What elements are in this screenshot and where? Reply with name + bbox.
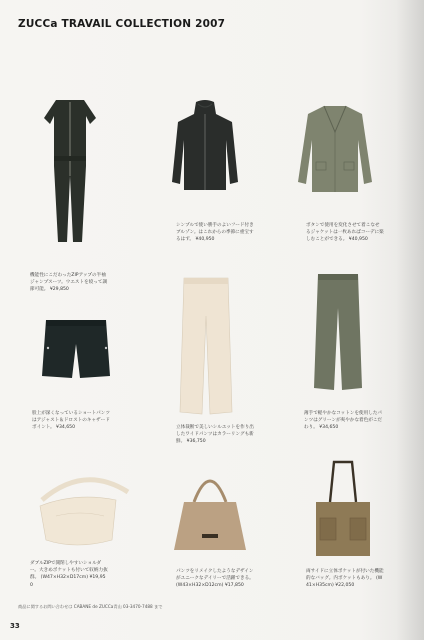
olive-tote-image (310, 458, 376, 558)
khaki-jacket-image (296, 104, 374, 194)
hooded-jacket-image (170, 100, 240, 196)
item-caption: ボタンで使用を変化させて着こなせるジャケットは一枚あればコーデに楽しむことができる。 ¥40,950 (306, 223, 384, 243)
page-title: ZUCCa TRAVAIL COLLECTION 2007 (18, 18, 226, 30)
cream-pants-image (178, 276, 234, 416)
beige-tote-image (172, 462, 248, 556)
item-caption: パンツをリメイクしたようなデザインがユニークなデイリーで活躍できる。 (W43×H32×D12cm) ¥17,850 (176, 569, 254, 589)
page-spine-shadow (396, 0, 424, 640)
item-caption: 立体裁断で美しいシルエットを作り出したワイドパンツはカラーリングも新鮮。 ¥36,750 (176, 425, 254, 445)
dark-shorts-image (40, 318, 112, 382)
item-caption: ダブルZIPで開閉しやすいショルダー。大きめポケットも付いて収納力抜群。 (W47×H32×D17cm) ¥19,950 (30, 561, 108, 588)
footer-note: 商品に関するお問い合わせは CABANE de ZUCCa青山 03-3470-7488 まで (18, 604, 163, 609)
jumpsuit-image (40, 96, 100, 246)
item-caption: 両サイドに立体ポケットが付いた機能的なバッグ。内ポケットもあり。 (W41×H35cm) ¥22,050 (306, 569, 384, 589)
page-number: 33 (10, 622, 20, 630)
item-caption: 薄手で軽やかなコットンを使用したパンツはグリーンが爽やかな着色がこだわり。 ¥34,650 (304, 411, 383, 431)
item-caption: 機能性にこだわったZIPアップの半袖ジャンプスーツ。ウエストを絞って調節可能。 ¥29,850 (30, 273, 108, 293)
olive-pants-image (312, 272, 364, 392)
item-caption: 股上が深くなっているショートパンツはアジャスト＆ドロストのキャザードポイント。 ¥34,650 (32, 411, 110, 431)
item-caption: シンプルで使い勝手のよいフード付きブルゾン。はこれからの季節に重宝するはず。 ¥40,950 (176, 223, 254, 243)
white-bag-image (36, 470, 132, 550)
